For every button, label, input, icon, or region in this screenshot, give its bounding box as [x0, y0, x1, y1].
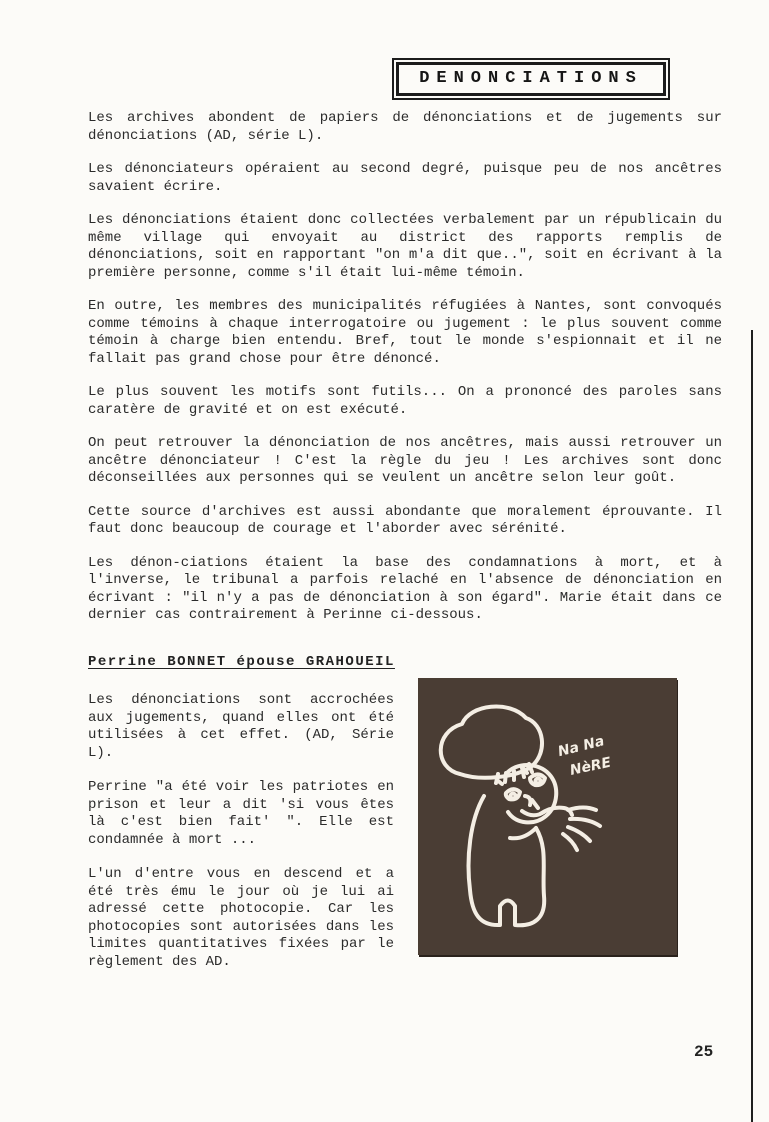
body-paragraph: Les dénonciations étaient donc collectées verbalement par un républicain du même village qui envoyait au district des rapports remplis de dénonciations, soit en rapportant "on m'a dit que..", soit en écrivant à la première personne, comme s'il était lui-même témoin.	[88, 212, 722, 281]
body-paragraph: En outre, les membres des municipalités réfugiées à Nantes, sont convoqués comme témoins à chaque interrogatoire ou jugement : le plus souvent comme témoin à charge bien entendu. Bref, tout le monde s'espionnait et il ne fallait pas grand chose pour être dénoncé.	[88, 298, 722, 367]
page-title: DENONCIATIONS	[396, 62, 666, 96]
page-number: 25	[694, 1043, 714, 1061]
section-text-column	[88, 692, 394, 988]
caption-line-1: Na Na	[556, 733, 607, 761]
body-paragraph: Les dénonciateurs opéraient au second degré, puisque peu de nos ancêtres savaient écrire.	[88, 161, 722, 195]
caption-line-2: NèRE	[568, 754, 613, 779]
scan-edge-line	[751, 330, 753, 1122]
cartoon-figure	[418, 678, 677, 955]
thumb	[532, 800, 538, 808]
right-pupil	[536, 779, 541, 784]
body-paragraph: Les dénon-ciations étaient la base des condamnations à mort, et à l'inverse, le tribunal a parfois relaché en l'absence de dénonciation en écrivant : "il n'y a pas de dénonciation à son égard". Marie était dans ce dernier cas contrairement à Perinne ci-dessous.	[88, 554, 722, 623]
beret-outline	[441, 707, 542, 778]
nose	[525, 796, 530, 805]
section-paragraph: L'un d'entre vous en descend et a été très ému le jour où je lui ai adressé cette photocopie. Car les photocopies sont autorisées dans les limites quantitatives fixées par le règlement des AD.	[88, 866, 394, 970]
body-paragraph: Le plus souvent les motifs sont futils... On a prononcé des paroles sans caratère de gravité et on est exécuté.	[88, 384, 722, 418]
section-paragraph: Les dénonciations sont accrochées aux jugements, quand elles ont été utilisées à cet effet. (AD, Série L).	[88, 692, 394, 761]
body-paragraph: On peut retrouver la dénonciation de nos ancêtres, mais aussi retrouver un ancêtre dénonciateur ! C'est la règle du jeu ! Les archives sont donc déconseillées aux personnes qui se veulent un ancêtre selon leur goût.	[88, 435, 722, 486]
section-paragraph: Perrine "a été voir les patriotes en prison et leur a dit 'si vous êtes là c'est bien fait' ". Elle est condamnée à mort ...	[88, 779, 394, 848]
finger-2	[570, 819, 600, 826]
body-paragraph: Les archives abondent de papiers de dénonciations et de jugements sur dénonciations (AD, série L).	[88, 110, 722, 144]
sleeve	[510, 828, 536, 838]
main-text-block	[88, 110, 722, 641]
finger-4	[563, 834, 577, 850]
page-title-frame	[392, 58, 670, 100]
finger-1	[568, 808, 596, 811]
body-paragraph: Cette source d'archives est aussi abondante que moralement éprouvante. Il faut donc beaucoup de courage et l'aborder avec sérénité.	[88, 503, 722, 537]
left-pupil	[511, 794, 516, 799]
cartoon-illustration	[418, 678, 677, 955]
section-heading: Perrine BONNET épouse GRAHOUEIL	[88, 654, 395, 670]
